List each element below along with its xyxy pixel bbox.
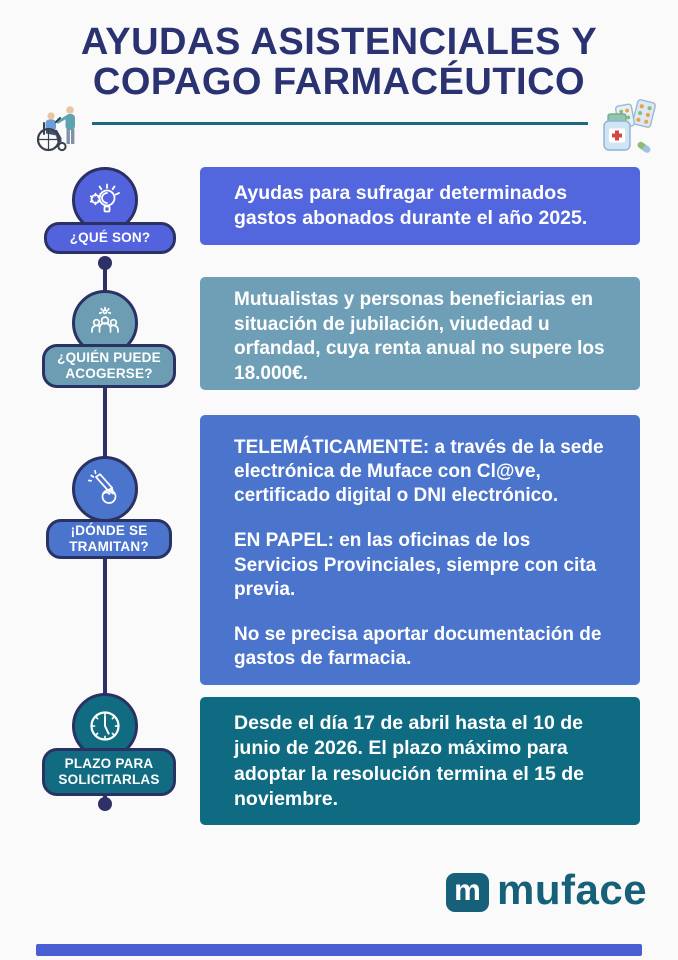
- box-paragraph: No se precisa aportar documentación de gastos de farmacia.: [234, 623, 602, 669]
- muface-logo-text: muface: [497, 866, 648, 913]
- clock-icon: [85, 706, 125, 746]
- section2-box: [200, 277, 640, 390]
- section4-label: [42, 748, 176, 796]
- people-group-icon: [85, 303, 125, 343]
- section1-label-text: ¿QUÉ SON?: [69, 230, 151, 246]
- box-paragraph: TELEMÁTICAMENTE: a través de la sede electrónica de Muface con Cl@ve, certificado digital o DNI electrónico.: [234, 437, 604, 507]
- medicines-icon: [596, 98, 662, 158]
- hand-pen-icon: [85, 469, 125, 509]
- section3-label-text: ¡DÓNDE SE TRAMITAN?: [69, 523, 149, 554]
- section2-label: [42, 344, 176, 388]
- lightbulb-gear-icon: [85, 180, 125, 220]
- page-title: AYUDAS ASISTENCIALES Y COPAGO FARMACÉUTICO: [80, 21, 598, 104]
- header-divider: [92, 122, 588, 125]
- section3-node: [72, 456, 138, 522]
- muface-logo-mark: m: [446, 873, 489, 912]
- box-paragraph: EN PAPEL: en las oficinas de los Servicios Provinciales, siempre con cita previa.: [234, 530, 597, 600]
- section3-box: [200, 415, 640, 685]
- timeline-dot-bottom: [98, 797, 112, 811]
- section3-label: [46, 519, 172, 559]
- timeline-dot-top: [98, 256, 112, 270]
- box-paragraph: Desde el día 17 de abril hasta el 10 de junio de 2026. El plazo máximo para adoptar la resolución termina el 15 de noviembre.: [234, 712, 585, 811]
- section2-label-text: ¿QUIÉN PUEDE ACOGERSE?: [57, 350, 161, 381]
- box-paragraph: Ayudas para sufragar determinados gastos abonados durante el año 2025.: [234, 181, 588, 229]
- footer-accent-bar: [36, 944, 642, 956]
- box-paragraph: Mutualistas y personas beneficiarias en situación de jubilación, viudedad u orfandad, cuya renta anual no supere los 18.000€.: [234, 289, 605, 385]
- section4-box: [200, 697, 640, 825]
- section1-box: [200, 167, 640, 245]
- section1-label: [44, 222, 176, 254]
- section4-label-text: PLAZO PARA SOLICITARLAS: [58, 756, 160, 787]
- caregiver-wheelchair-icon: [30, 101, 94, 153]
